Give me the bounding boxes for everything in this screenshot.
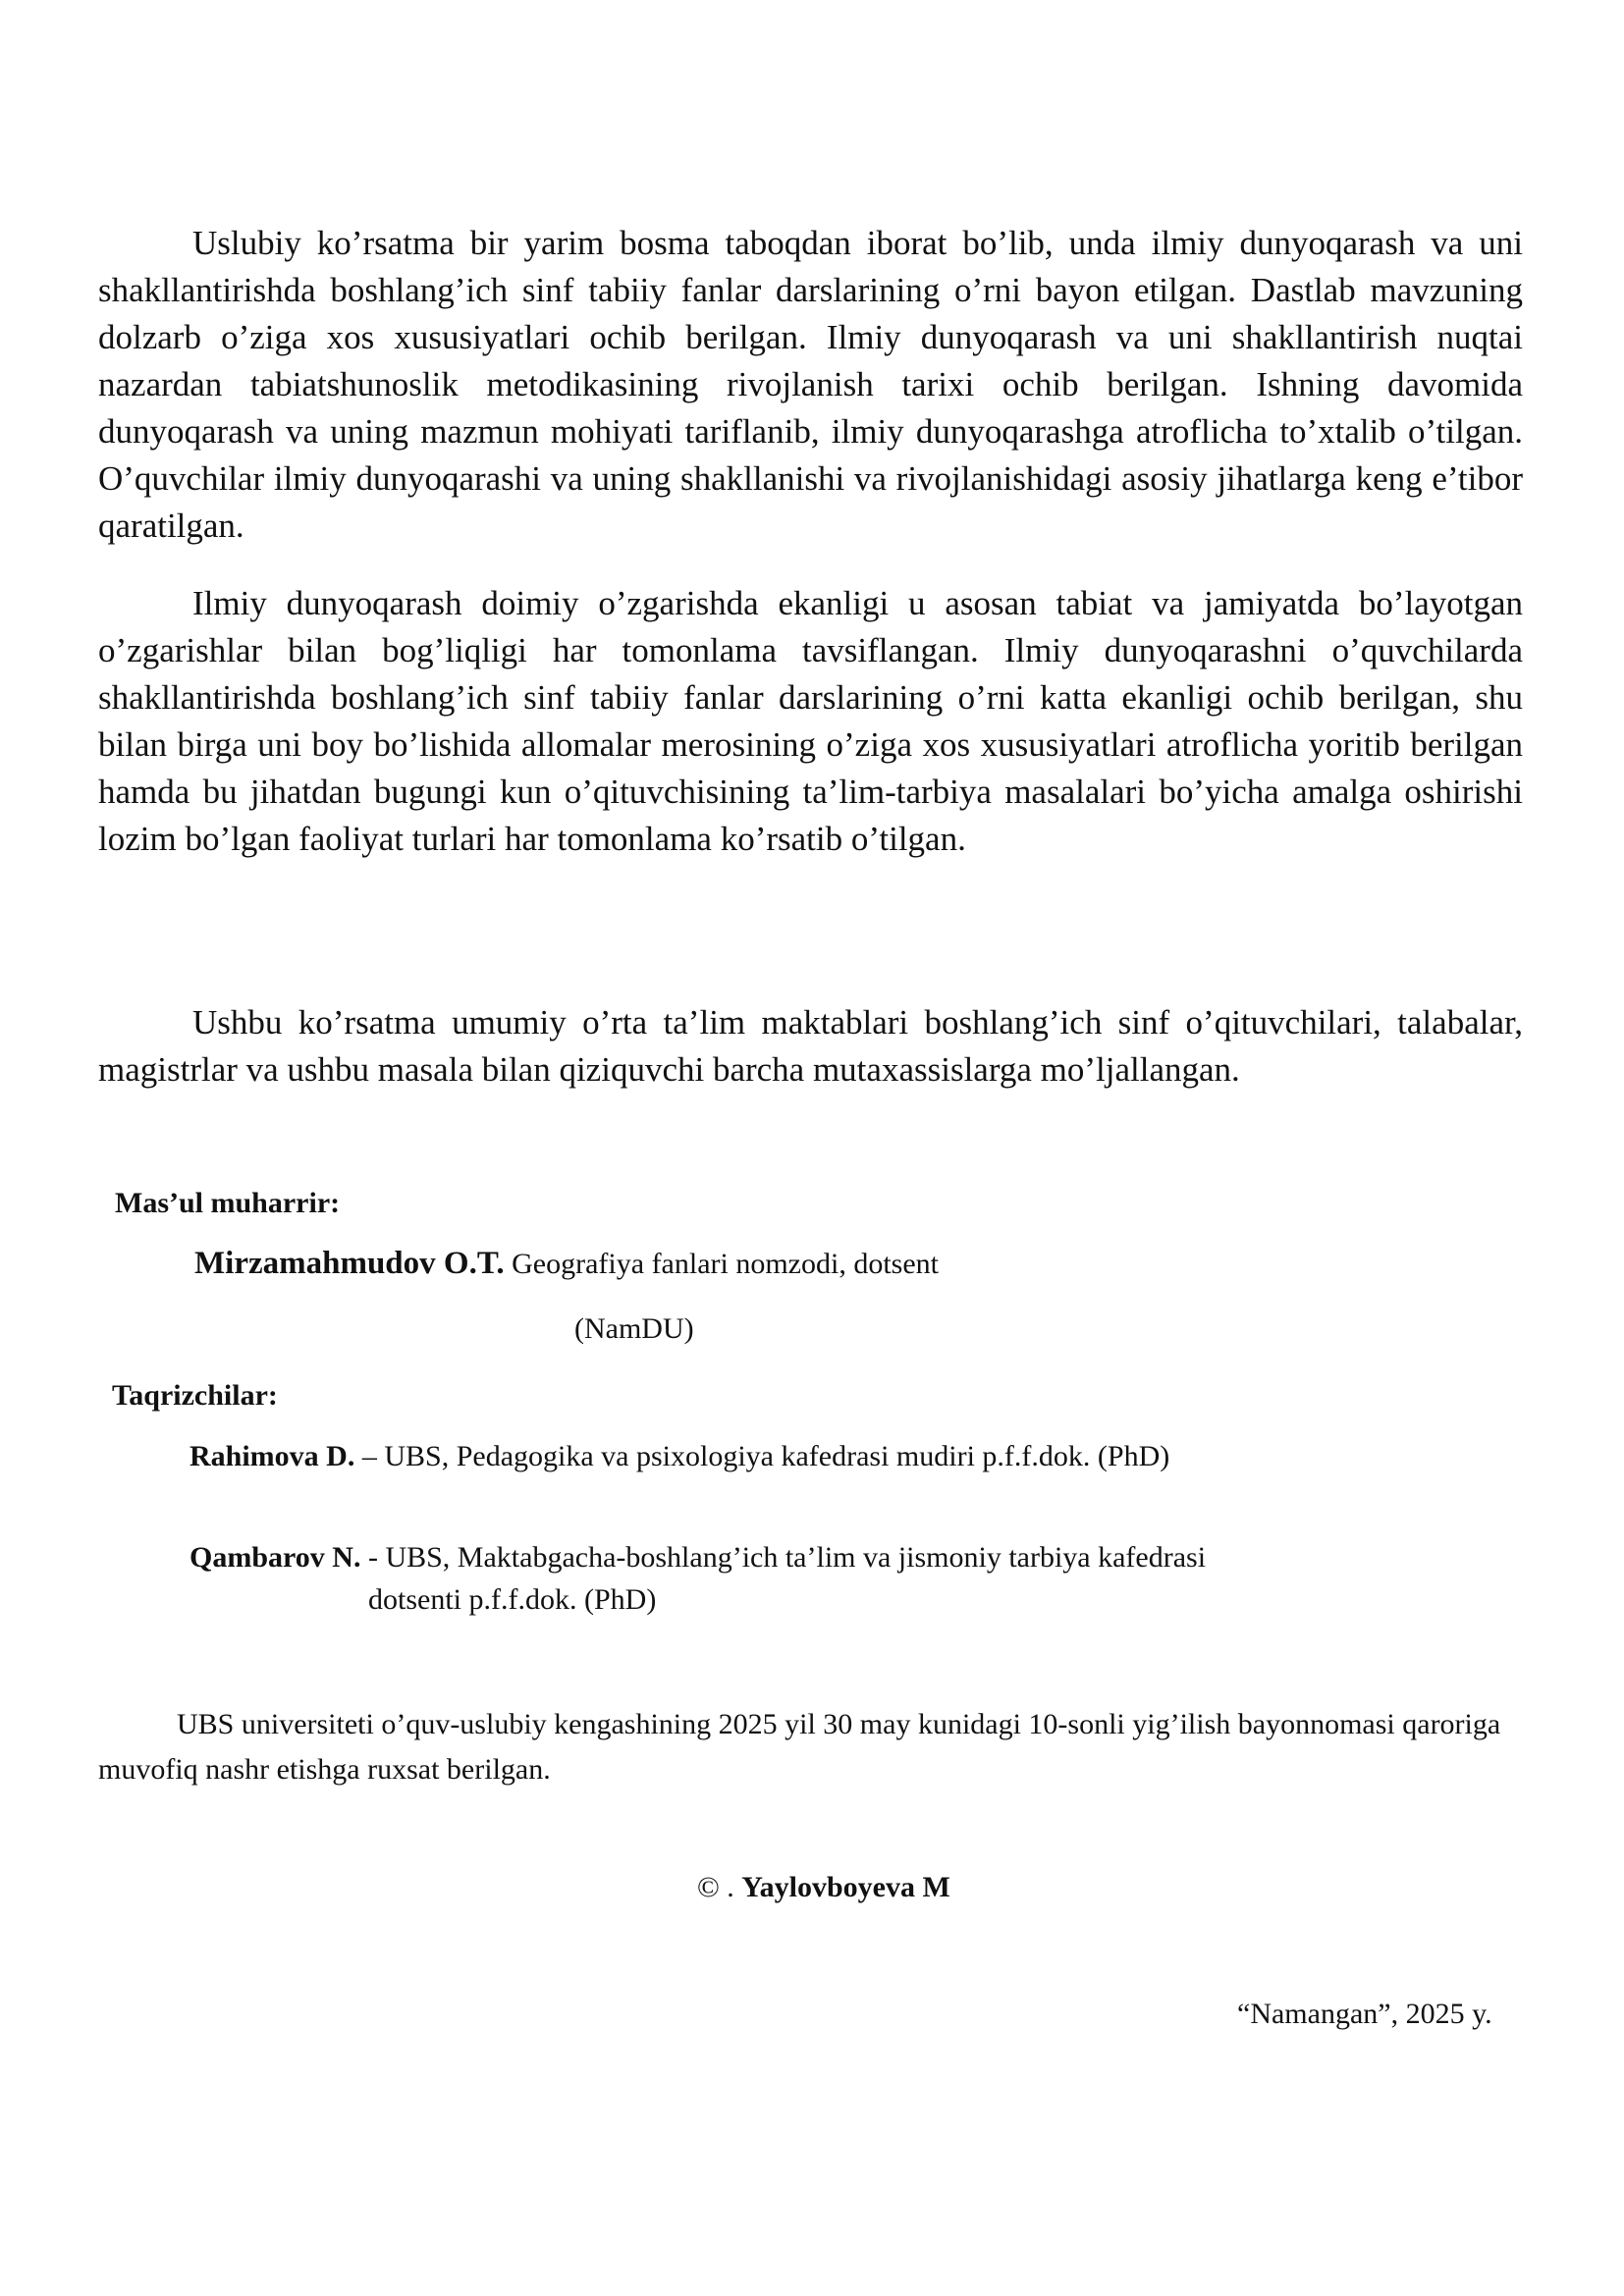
reviewer-line-2 — [189, 1536, 1206, 1579]
reviewer-name-2: Qambarov N. — [189, 1541, 361, 1574]
editor-title: Geografiya fanlari nomzodi, dotsent — [504, 1248, 939, 1280]
summary-paragraph-1: Uslubiy ko’rsatma bir yarim bosma taboqdan iborat bo’lib, unda ilmiy dunyoqarash va uni shakllantirishda boshlang’ich sinf tabiiy fanlar darslarining o’rni bayon etilgan. Dastlab mavzuning dolzarb o’ziga xos xususiyatlari ochib berilgan. Ilmiy dunyoqarash va uni shakllantirish nuqtai nazardan tabiatshunoslik metodikasining rivojlanish tarixi ochib berilgan. Ishning davomida dunyoqarash va uning mazmun mohiyati tariflanib, ilmiy dunyoqarashga atroflicha to’xtalib o’tilgan. O’quvchilar ilmiy dunyoqarashi va uning shakllanishi va rivojlanishidagi asosiy jihatlarga keng e’tibor qaratilgan. — [98, 224, 1523, 545]
copyright-symbol: © . — [697, 1871, 742, 1903]
reviewers-heading: Taqrizchilar: — [112, 1379, 278, 1412]
publication-place-year: “Namangan”, 2025 y. — [1237, 1998, 1492, 2030]
copyright-author: Yaylovboyeva M — [741, 1871, 950, 1903]
copyright-line — [697, 1866, 950, 1909]
editor-heading: Mas’ul muharrir: — [115, 1187, 341, 1219]
audience-paragraph: Ushbu ko’rsatma umumiy o’rta ta’lim maktablari boshlang’ich sinf o’qituvchilari, talabalar, magistrlar va ushbu masala bilan qiziquvchi barcha mutaxassislarga mo’ljallangan. — [98, 1003, 1523, 1089]
summary-paragraph-2: Ilmiy dunyoqarash doimiy o’zgarishda ekanligi u asosan tabiat va jamiyatda bo’layotgan o’zgarishlar bilan bog’liqligi har tomonlama tavsiflangan. Ilmiy dunyoqarashni o’quvchilarda shakllantirishda boshlang’ich sinf tabiiy fanlar darslarining o’rni katta ekanligi ochib berilgan, shu bilan birga uni boy bo’lishida allomalar merosining o’ziga xos xususiyatlari atroflicha yoritib berilgan hamda bu jihatdan bugungi kun o’qituvchisining ta’lim-tarbiya masalalari bo’yicha amalga oshirishi lozim bo’lgan faoliyat turlari har tomonlama ko’rsatib o’tilgan. — [98, 584, 1523, 858]
reviewer-details-2-continued: dotsenti p.f.f.dok. (PhD) — [368, 1583, 657, 1616]
reviewer-line-1 — [189, 1435, 1169, 1478]
reviewer-name-1: Rahimova D. — [189, 1440, 355, 1472]
approval-note: UBS universiteti o’quv-uslubiy kengashining 2025 yil 30 may kunidagi 10-sonli yig’ilish bayonnomasi qaroriga muvofiq nashr etishga ruxsat berilgan. — [98, 1708, 1501, 1786]
reviewer-details-1: – UBS, Pedagogika va psixologiya kafedrasi mudiri p.f.f.dok. (PhD) — [354, 1440, 1170, 1472]
editor-name: Mirzamahmudov O.T. — [194, 1246, 505, 1281]
editor-affiliation: (NamDU) — [574, 1312, 694, 1345]
editor-line — [194, 1242, 939, 1286]
reviewer-details-2: - UBS, Maktabgacha-boshlang’ich ta’lim va jismoniy tarbiya kafedrasi — [360, 1541, 1207, 1574]
